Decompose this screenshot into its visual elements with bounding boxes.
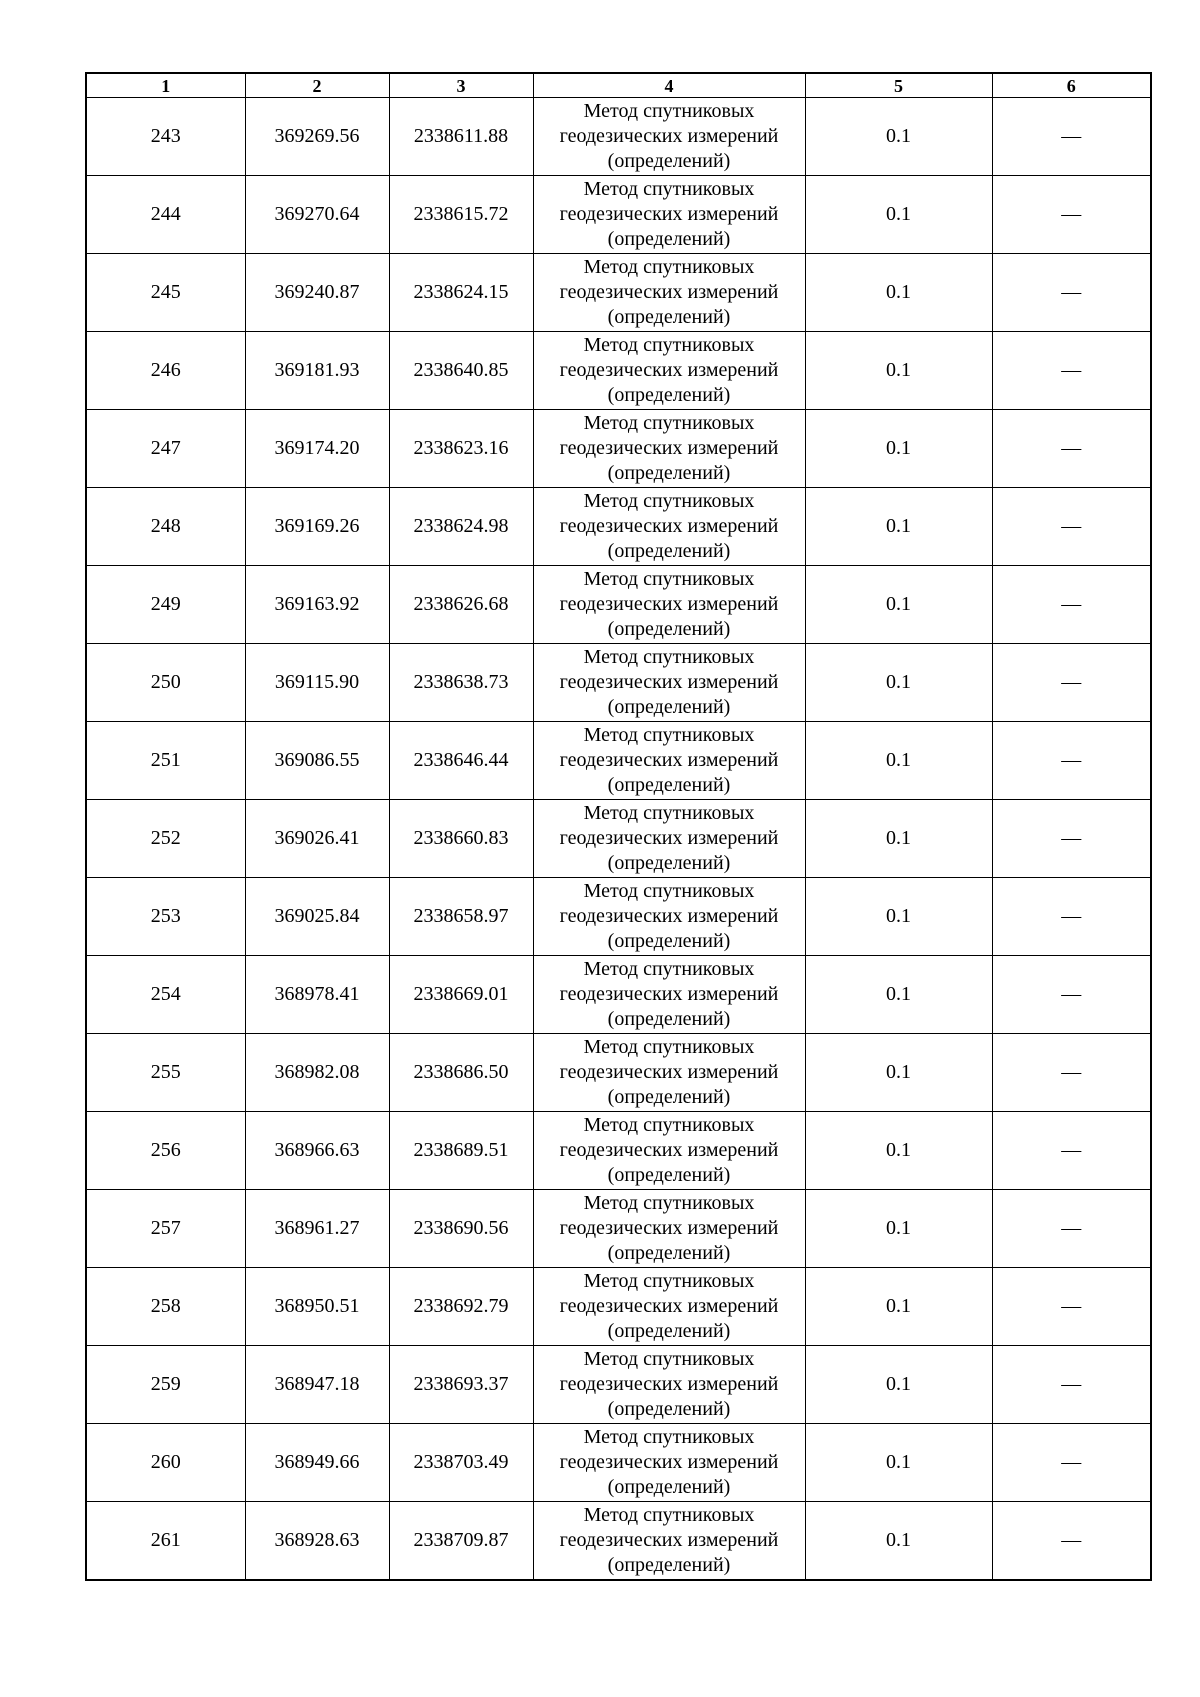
coordinate-x-cell: 368966.63: [245, 1112, 389, 1190]
coordinate-y-cell: 2338611.88: [389, 98, 533, 176]
method-line: (определений): [607, 1320, 731, 1342]
coordinate-y-cell: 2338686.50: [389, 1034, 533, 1112]
method-line: (определений): [607, 696, 731, 718]
table-row: [86, 1424, 1151, 1502]
method-line: (определений): [607, 1164, 731, 1186]
method-cell: [533, 878, 805, 956]
point-number-cell: 245: [86, 254, 245, 332]
note-cell: —: [992, 800, 1151, 878]
coordinate-x-cell: 368961.27: [245, 1190, 389, 1268]
table-row: [86, 956, 1151, 1034]
method-line: геодезических измерений: [559, 983, 779, 1005]
table-row: [86, 1268, 1151, 1346]
note-cell: —: [992, 878, 1151, 956]
accuracy-cell: 0.1: [805, 1112, 992, 1190]
method-cell: [533, 332, 805, 410]
method-line: Метод спутниковых: [583, 724, 755, 746]
coordinate-x-cell: 369026.41: [245, 800, 389, 878]
method-line: геодезических измерений: [559, 671, 779, 693]
coordinate-x-cell: 368947.18: [245, 1346, 389, 1424]
method-cell: [533, 488, 805, 566]
coordinate-x-cell: 369174.20: [245, 410, 389, 488]
method-line: геодезических измерений: [559, 1295, 779, 1317]
point-number-cell: 246: [86, 332, 245, 410]
table-body: [86, 98, 1151, 1581]
method-cell: [533, 800, 805, 878]
accuracy-cell: 0.1: [805, 1346, 992, 1424]
coordinate-y-cell: 2338638.73: [389, 644, 533, 722]
method-cell: [533, 1268, 805, 1346]
accuracy-cell: 0.1: [805, 1034, 992, 1112]
method-line: (определений): [607, 540, 731, 562]
method-line: (определений): [607, 1554, 731, 1576]
method-cell: [533, 566, 805, 644]
note-cell: —: [992, 176, 1151, 254]
point-number-cell: 249: [86, 566, 245, 644]
note-cell: —: [992, 956, 1151, 1034]
method-line: геодезических измерений: [559, 1451, 779, 1473]
table-row: [86, 1034, 1151, 1112]
method-line: геодезических измерений: [559, 125, 779, 147]
coordinate-y-cell: 2338669.01: [389, 956, 533, 1034]
method-line: (определений): [607, 1242, 731, 1264]
point-number-cell: 251: [86, 722, 245, 800]
point-number-cell: 250: [86, 644, 245, 722]
note-cell: —: [992, 644, 1151, 722]
coordinate-x-cell: 368982.08: [245, 1034, 389, 1112]
table-row: [86, 566, 1151, 644]
method-line: (определений): [607, 306, 731, 328]
method-line: (определений): [607, 150, 731, 172]
coordinate-x-cell: 369270.64: [245, 176, 389, 254]
method-line: Метод спутниковых: [583, 568, 755, 590]
accuracy-cell: 0.1: [805, 1190, 992, 1268]
coordinate-x-cell: 369240.87: [245, 254, 389, 332]
table-row: [86, 488, 1151, 566]
table-row: [86, 1502, 1151, 1581]
column-header-2: 2: [245, 73, 389, 98]
note-cell: —: [992, 1190, 1151, 1268]
coordinate-y-cell: 2338615.72: [389, 176, 533, 254]
method-cell: [533, 1190, 805, 1268]
table-row: [86, 644, 1151, 722]
column-header-1: 1: [86, 73, 245, 98]
method-line: геодезических измерений: [559, 827, 779, 849]
header-row: [86, 73, 1151, 98]
method-line: геодезических измерений: [559, 1373, 779, 1395]
note-cell: —: [992, 1268, 1151, 1346]
note-cell: —: [992, 1034, 1151, 1112]
method-line: Метод спутниковых: [583, 646, 755, 668]
note-cell: —: [992, 410, 1151, 488]
coordinate-x-cell: 369269.56: [245, 98, 389, 176]
method-line: Метод спутниковых: [583, 1270, 755, 1292]
method-line: (определений): [607, 1476, 731, 1498]
accuracy-cell: 0.1: [805, 644, 992, 722]
method-line: Метод спутниковых: [583, 1192, 755, 1214]
point-number-cell: 258: [86, 1268, 245, 1346]
table-row: [86, 332, 1151, 410]
table-row: [86, 1346, 1151, 1424]
accuracy-cell: 0.1: [805, 566, 992, 644]
method-cell: [533, 644, 805, 722]
method-line: геодезических измерений: [559, 1061, 779, 1083]
method-line: (определений): [607, 1086, 731, 1108]
method-line: (определений): [607, 1008, 731, 1030]
method-line: геодезических измерений: [559, 593, 779, 615]
table-row: [86, 254, 1151, 332]
method-cell: [533, 956, 805, 1034]
method-line: Метод спутниковых: [583, 1504, 755, 1526]
method-line: (определений): [607, 1398, 731, 1420]
note-cell: —: [992, 332, 1151, 410]
method-line: (определений): [607, 228, 731, 250]
coordinate-x-cell: 369086.55: [245, 722, 389, 800]
method-cell: [533, 1034, 805, 1112]
method-line: (определений): [607, 462, 731, 484]
accuracy-cell: 0.1: [805, 488, 992, 566]
accuracy-cell: 0.1: [805, 410, 992, 488]
coordinate-y-cell: 2338658.97: [389, 878, 533, 956]
coordinate-x-cell: 368978.41: [245, 956, 389, 1034]
method-line: Метод спутниковых: [583, 1036, 755, 1058]
note-cell: —: [992, 1346, 1151, 1424]
method-line: Метод спутниковых: [583, 1114, 755, 1136]
method-cell: [533, 98, 805, 176]
point-number-cell: 254: [86, 956, 245, 1034]
point-number-cell: 257: [86, 1190, 245, 1268]
note-cell: —: [992, 722, 1151, 800]
method-line: геодезических измерений: [559, 281, 779, 303]
method-line: геодезических измерений: [559, 1139, 779, 1161]
coordinate-y-cell: 2338624.98: [389, 488, 533, 566]
coordinate-y-cell: 2338690.56: [389, 1190, 533, 1268]
table-row: [86, 98, 1151, 176]
method-line: геодезических измерений: [559, 437, 779, 459]
table-row: [86, 1112, 1151, 1190]
table-row: [86, 878, 1151, 956]
method-line: геодезических измерений: [559, 749, 779, 771]
accuracy-cell: 0.1: [805, 1268, 992, 1346]
column-header-4: 4: [533, 73, 805, 98]
accuracy-cell: 0.1: [805, 722, 992, 800]
note-cell: —: [992, 566, 1151, 644]
note-cell: —: [992, 1424, 1151, 1502]
method-line: (определений): [607, 852, 731, 874]
coordinate-y-cell: 2338624.15: [389, 254, 533, 332]
column-header-5: 5: [805, 73, 992, 98]
accuracy-cell: 0.1: [805, 332, 992, 410]
method-line: (определений): [607, 930, 731, 952]
point-number-cell: 256: [86, 1112, 245, 1190]
method-line: геодезических измерений: [559, 1217, 779, 1239]
method-cell: [533, 254, 805, 332]
method-line: Метод спутниковых: [583, 802, 755, 824]
point-number-cell: 259: [86, 1346, 245, 1424]
method-line: Метод спутниковых: [583, 412, 755, 434]
column-header-3: 3: [389, 73, 533, 98]
note-cell: —: [992, 254, 1151, 332]
table-row: [86, 722, 1151, 800]
method-line: геодезических измерений: [559, 359, 779, 381]
coordinate-y-cell: 2338689.51: [389, 1112, 533, 1190]
point-number-cell: 255: [86, 1034, 245, 1112]
method-line: Метод спутниковых: [583, 880, 755, 902]
method-line: (определений): [607, 618, 731, 640]
method-line: Метод спутниковых: [583, 1426, 755, 1448]
coordinate-y-cell: 2338626.68: [389, 566, 533, 644]
method-line: (определений): [607, 774, 731, 796]
method-line: Метод спутниковых: [583, 178, 755, 200]
coordinate-y-cell: 2338660.83: [389, 800, 533, 878]
point-number-cell: 252: [86, 800, 245, 878]
point-number-cell: 243: [86, 98, 245, 176]
method-cell: [533, 1346, 805, 1424]
method-cell: [533, 1112, 805, 1190]
table-row: [86, 800, 1151, 878]
coordinate-x-cell: 369025.84: [245, 878, 389, 956]
coordinate-y-cell: 2338640.85: [389, 332, 533, 410]
note-cell: —: [992, 1112, 1151, 1190]
coordinate-y-cell: 2338693.37: [389, 1346, 533, 1424]
accuracy-cell: 0.1: [805, 1424, 992, 1502]
coordinate-x-cell: 369169.26: [245, 488, 389, 566]
method-cell: [533, 1424, 805, 1502]
method-line: Метод спутниковых: [583, 100, 755, 122]
coordinate-y-cell: 2338703.49: [389, 1424, 533, 1502]
document-page: [85, 72, 1150, 1581]
accuracy-cell: 0.1: [805, 176, 992, 254]
method-line: геодезических измерений: [559, 203, 779, 225]
coordinates-table: [85, 72, 1152, 1581]
accuracy-cell: 0.1: [805, 878, 992, 956]
point-number-cell: 244: [86, 176, 245, 254]
method-line: Метод спутниковых: [583, 256, 755, 278]
method-line: Метод спутниковых: [583, 490, 755, 512]
note-cell: —: [992, 1502, 1151, 1581]
coordinate-x-cell: 368950.51: [245, 1268, 389, 1346]
method-line: Метод спутниковых: [583, 958, 755, 980]
method-line: геодезических измерений: [559, 515, 779, 537]
method-cell: [533, 722, 805, 800]
point-number-cell: 248: [86, 488, 245, 566]
coordinate-y-cell: 2338623.16: [389, 410, 533, 488]
column-header-6: 6: [992, 73, 1151, 98]
point-number-cell: 247: [86, 410, 245, 488]
method-cell: [533, 410, 805, 488]
table-row: [86, 410, 1151, 488]
method-cell: [533, 1502, 805, 1581]
method-line: Метод спутниковых: [583, 334, 755, 356]
coordinate-x-cell: 368928.63: [245, 1502, 389, 1581]
table-row: [86, 176, 1151, 254]
coordinate-y-cell: 2338709.87: [389, 1502, 533, 1581]
coordinate-x-cell: 369181.93: [245, 332, 389, 410]
accuracy-cell: 0.1: [805, 254, 992, 332]
point-number-cell: 260: [86, 1424, 245, 1502]
note-cell: —: [992, 488, 1151, 566]
method-line: геодезических измерений: [559, 905, 779, 927]
accuracy-cell: 0.1: [805, 956, 992, 1034]
method-line: Метод спутниковых: [583, 1348, 755, 1370]
accuracy-cell: 0.1: [805, 1502, 992, 1581]
point-number-cell: 253: [86, 878, 245, 956]
coordinate-x-cell: 369163.92: [245, 566, 389, 644]
method-cell: [533, 176, 805, 254]
coordinate-x-cell: 368949.66: [245, 1424, 389, 1502]
coordinate-y-cell: 2338692.79: [389, 1268, 533, 1346]
point-number-cell: 261: [86, 1502, 245, 1581]
coordinate-y-cell: 2338646.44: [389, 722, 533, 800]
accuracy-cell: 0.1: [805, 98, 992, 176]
table-row: [86, 1190, 1151, 1268]
method-line: (определений): [607, 384, 731, 406]
method-line: геодезических измерений: [559, 1529, 779, 1551]
accuracy-cell: 0.1: [805, 800, 992, 878]
note-cell: —: [992, 98, 1151, 176]
coordinate-x-cell: 369115.90: [245, 644, 389, 722]
